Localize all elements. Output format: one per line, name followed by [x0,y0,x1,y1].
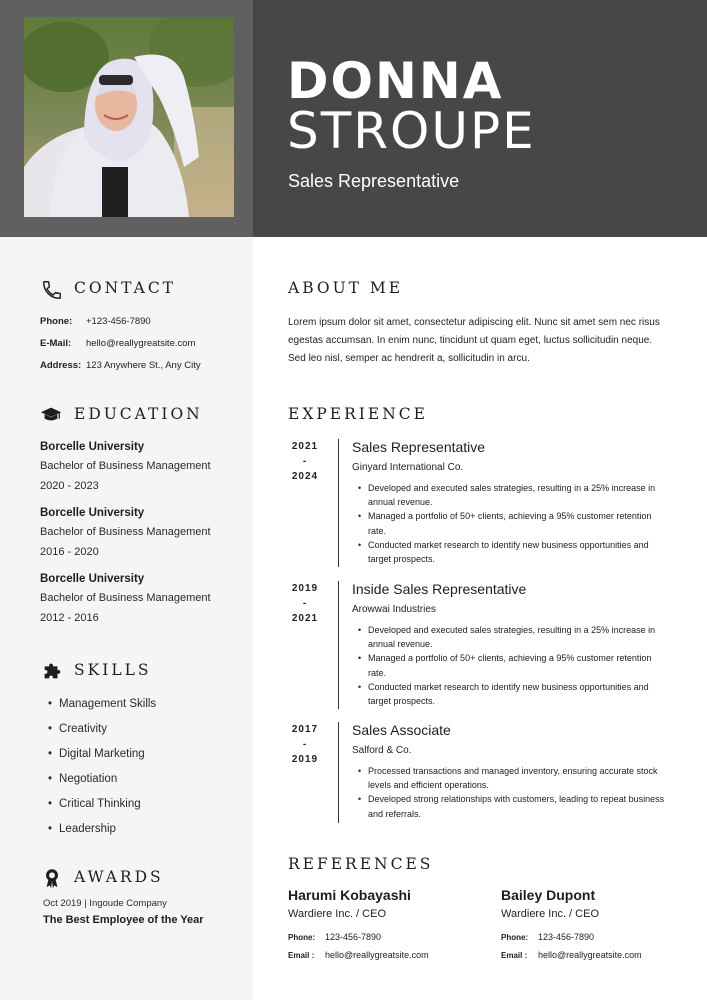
experience-role: Sales Associate [352,722,451,738]
experience-company: Ginyard International Co. [352,462,464,473]
experience-year-separator: - [302,598,308,609]
reference-phone-value: 123-456-7890 [325,932,382,942]
contact-email [40,338,195,349]
skill-item: • Leadership [48,821,156,846]
award-date-org: Oct 2019 | Ingoude Company [43,898,167,909]
education-years: 2012 - 2016 [40,612,99,624]
education-years: 2020 - 2023 [40,480,99,492]
contact-phone-value: +123-456-7890 [86,316,151,327]
reference-item [288,886,488,962]
experience-bullets [368,481,668,566]
experience-company: Arowwai Industries [352,604,436,615]
timeline-line [338,722,339,823]
experience-bullet: • Conducted market research to identify new business opportunities and target prospects. [368,538,668,566]
reference-phone-value: 123-456-7890 [538,932,595,942]
experience-start-year: 2021 [291,441,319,452]
experience-company: Salford & Co. [352,745,412,756]
education-degree: Bachelor of Business Management [40,460,211,472]
experience-end-year: 2021 [291,613,319,624]
experience-bullet: • Processed transactions and managed inventory, ensuring accurate stock levels and efficient operations. [368,764,668,792]
experience-bullets [368,623,668,708]
contact-address-value: 123 Anywhere St., Any City [86,360,201,371]
skill-item: • Critical Thinking [48,796,156,821]
reference-phone-label: Phone: [288,933,316,942]
contact-email-label: E-Mail: [40,338,72,349]
experience-year-separator: - [302,456,308,467]
timeline-line [338,439,339,567]
reference-name: Bailey Dupont [501,887,596,903]
first-name: DONNA [287,52,504,110]
award-icon [41,867,63,889]
skill-item: • Management Skills [48,696,156,721]
skill-item: • Digital Marketing [48,746,156,771]
reference-email-label: Email : [501,951,528,960]
education-degree: Bachelor of Business Management [40,592,211,604]
experience-end-year: 2019 [291,754,319,765]
experience-bullet: • Developed and executed sales strategies, resulting in a 25% increase in annual revenue. [368,481,668,509]
awards-title: AWARDS [74,868,164,886]
reference-phone [288,931,488,944]
reference-email-value: hello@reallygreatsite.com [325,950,429,960]
puzzle-icon [41,660,63,682]
contact-phone-label: Phone: [40,316,73,327]
references-title: REFERENCES [288,855,434,873]
experience-bullet: • Managed a portfolio of 50+ clients, achieving a 95% customer retention rate. [368,651,668,679]
reference-name: Harumi Kobayashi [288,887,411,903]
experience-bullet: • Developed and executed sales strategies, resulting in a 25% increase in annual revenue. [368,623,668,651]
reference-email [501,949,701,962]
education-title: EDUCATION [74,405,203,423]
contact-email-value: hello@reallygreatsite.com [86,338,196,349]
experience-bullet: • Developed strong relationships with customers, leading to repeat business and referrals. [368,792,668,820]
graduation-cap-icon [40,404,62,426]
experience-year-separator: - [302,739,308,750]
skills-list [48,696,156,846]
profile-photo [24,17,234,217]
reference-email-value: hello@reallygreatsite.com [538,950,642,960]
contact-phone [40,316,151,327]
about-text: Lorem ipsum dolor sit amet, consectetur adipiscing elit. Nunc sit amet sem nec risus egestas accumsan. In enim nunc, tincidunt ut quam eget, luctus sollicitudin neque. Sed leo nisl, semper ac hendrerit a, sollicitudin in arcu. [288,317,660,364]
education-university: Borcelle University [40,441,145,453]
award-name: The Best Employee of the Year [43,914,204,926]
reference-org: Wardiere Inc. / CEO [288,908,387,920]
skill-item: • Negotiation [48,771,156,796]
timeline-line [338,581,339,709]
reference-org: Wardiere Inc. / CEO [501,908,600,920]
education-item [40,571,240,627]
experience-bullet: • Managed a portfolio of 50+ clients, achieving a 95% customer retention rate. [368,509,668,537]
experience-end-year: 2024 [291,471,319,482]
experience-item [288,439,678,569]
experience-bullets [368,764,668,821]
education-years: 2016 - 2020 [40,546,99,558]
contact-address-label: Address: [40,360,82,371]
experience-role: Inside Sales Representative [352,581,527,597]
education-university: Borcelle University [40,573,145,585]
reference-phone [501,931,701,944]
about-title: ABOUT ME [288,279,404,297]
education-degree: Bachelor of Business Management [40,526,211,538]
experience-item [288,722,678,824]
contact-address [40,360,201,371]
reference-email-label: Email : [288,951,315,960]
experience-bullet: • Conducted market research to identify new business opportunities and target prospects. [368,680,668,708]
experience-item [288,581,678,711]
experience-title: EXPERIENCE [288,405,428,423]
contact-title: CONTACT [74,279,177,297]
job-title: Sales Representative [288,171,460,191]
experience-start-year: 2017 [291,724,319,735]
reference-email [288,949,488,962]
education-item [40,505,240,561]
last-name: STROUPE [287,102,536,160]
reference-phone-label: Phone: [501,933,529,942]
experience-start-year: 2019 [291,583,319,594]
reference-item [501,886,701,962]
education-university: Borcelle University [40,507,145,519]
skill-item: • Creativity [48,721,156,746]
experience-role: Sales Representative [352,439,486,455]
phone-icon [41,279,63,301]
education-item [40,439,240,495]
skills-title: SKILLS [74,661,152,679]
